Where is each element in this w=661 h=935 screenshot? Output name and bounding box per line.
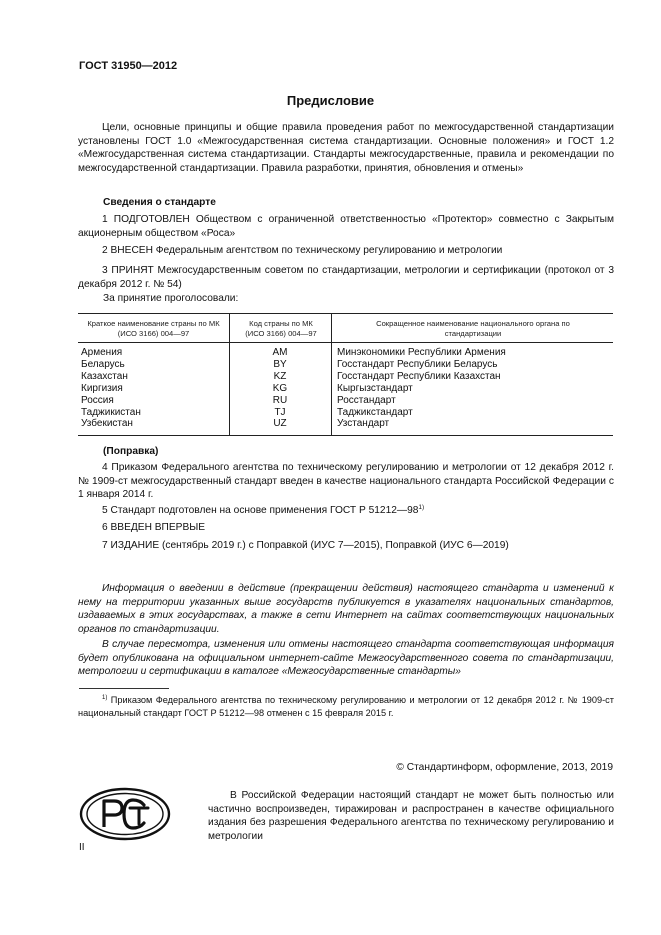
rst-certification-mark-icon <box>78 786 172 842</box>
table-cell-code: RU <box>272 394 288 406</box>
voting-countries-table <box>78 313 613 436</box>
table-header-rule <box>78 342 613 343</box>
table-cell-body: Госстандарт Республики Беларусь <box>337 358 498 370</box>
table-cell-country: Армения <box>81 347 123 358</box>
table-cell-code: BY <box>273 358 287 370</box>
footnote-text: Приказом Федерального агентства по техническому регулированию и метрологии от 12 декабря 2012 г. № 1909-ст национальный стандарт ГОСТ Р 51212—98 отменен с 15 февраля 2015 г. <box>78 695 614 718</box>
table-cell-body: Госстандарт Республики Казахстан <box>337 370 501 382</box>
table-header-country: Краткое наименование страны по МК (ИСО 3166) 004—97 <box>87 319 220 338</box>
footnote-mark: 1) <box>102 695 108 701</box>
standard-info-heading: Сведения о стандарте <box>103 197 216 208</box>
table-cell-body: Узстандарт <box>337 418 390 430</box>
footnote-rule <box>79 688 169 689</box>
item-order: 4 Приказом Федерального агентства по техническому регулированию и метрологии от 12 декабря 2012 г. № 1909-ст межгосударственный стандарт введен в качестве национального стандарта Российской Федерации с 1 января 2014 г. <box>78 462 614 501</box>
correction-heading: (Поправка) <box>103 446 159 457</box>
item-adopted: 3 ПРИНЯТ Межгосударственным советом по стандартизации, метрологии и сертификации (протокол от 3 декабря 2012 г. № 54) <box>78 265 614 290</box>
intro-paragraph: Цели, основные принципы и общие правила проведения работ по межгосударственной стандартизации установлены ГОСТ 1.0 «Межгосударственная система стандартизации. Основные положения» и ГОСТ 1.2 «Межгосударственная система стандартизации. Стандарты межгосударственные, правила и рекомендации по межгосударственной стандартизации. Правила разработки, принятия, обновления и отмены» <box>78 122 614 174</box>
copyright: © Стандартинформ, оформление, 2013, 2019 <box>396 762 613 773</box>
table-cell-code: KG <box>272 382 288 394</box>
notice-paragraph-1: Информация о введении в действие (прекращении действия) настоящего стандарта и изменений к нему на территории указанных выше государств публикуется в указателях национальных стандартов, издаваемых в этих государствах, а также в сети Интернет на сайтах соответствующих национальных органов по стандартизации. <box>78 583 614 635</box>
page-number: II <box>79 842 85 853</box>
item-prepared: 1 ПОДГОТОВЛЕН Обществом с ограниченной ответственностью «Протектор» совместно с Закрытым акционерным обществом «Роса» <box>78 214 614 239</box>
footnote <box>78 694 614 719</box>
table-cell-body: Кыргызстандарт <box>337 382 413 394</box>
table-cell-code: KZ <box>273 370 287 382</box>
voted-label: За принятие проголосовали: <box>103 293 239 304</box>
table-cell-code: AM <box>272 347 288 358</box>
table-header-body: Сокращенное наименование национального органа по стандартизации <box>376 319 570 338</box>
table-cell-body: Минэкономики Республики Армения <box>337 347 506 358</box>
item-first-introduced: 6 ВВЕДЕН ВПЕРВЫЕ <box>102 522 206 533</box>
page-title: Предисловие <box>286 93 375 108</box>
table-cell-country: Беларусь <box>81 358 125 370</box>
table-cell-country: Киргизия <box>81 382 123 394</box>
item-basis <box>78 504 614 518</box>
table-cell-country: Таджикистан <box>81 406 141 418</box>
table-cell-country: Узбекистан <box>81 418 133 430</box>
item-introduced: 2 ВНЕСЕН Федеральным агентством по техническому регулированию и метрологии <box>102 245 503 256</box>
table-cell-code: UZ <box>273 418 287 430</box>
footnote-ref: 1) <box>418 504 425 511</box>
table-cell-country: Казахстан <box>81 370 128 382</box>
table-header-code: Код страны по МК (ИСО 3166) 004—97 <box>245 319 317 338</box>
notice-paragraph-2: В случае пересмотра, изменения или отмены настоящего стандарта соответствующая информация будет опубликована на официальном интернет-сайте Межгосударственного совета по стандартизации, метрологии и сертификации в каталоге «Межгосударственные стандарты» <box>78 639 614 678</box>
table-cell-body: Таджикстандарт <box>337 406 413 418</box>
table-divider <box>331 314 332 435</box>
reproduction-rights-notice: В Российской Федерации настоящий стандарт не может быть полностью или частично воспроизведен, тиражирован и распространен в качестве официального издания без разрешения Федерального агентства по техническому регулированию и метрологии <box>208 790 614 842</box>
item-edition: 7 ИЗДАНИЕ (сентябрь 2019 г.) с Поправкой (ИУС 7—2015), Поправкой (ИУС 6—2019) <box>102 540 509 551</box>
table-cell-country: Россия <box>81 394 114 406</box>
document-code-header: ГОСТ 31950—2012 <box>79 60 178 72</box>
table-cell-code: TJ <box>274 406 286 418</box>
item-basis-text: 5 Стандарт подготовлен на основе применения ГОСТ Р 51212—98 <box>102 505 419 516</box>
table-cell-body: Росстандарт <box>337 394 396 406</box>
